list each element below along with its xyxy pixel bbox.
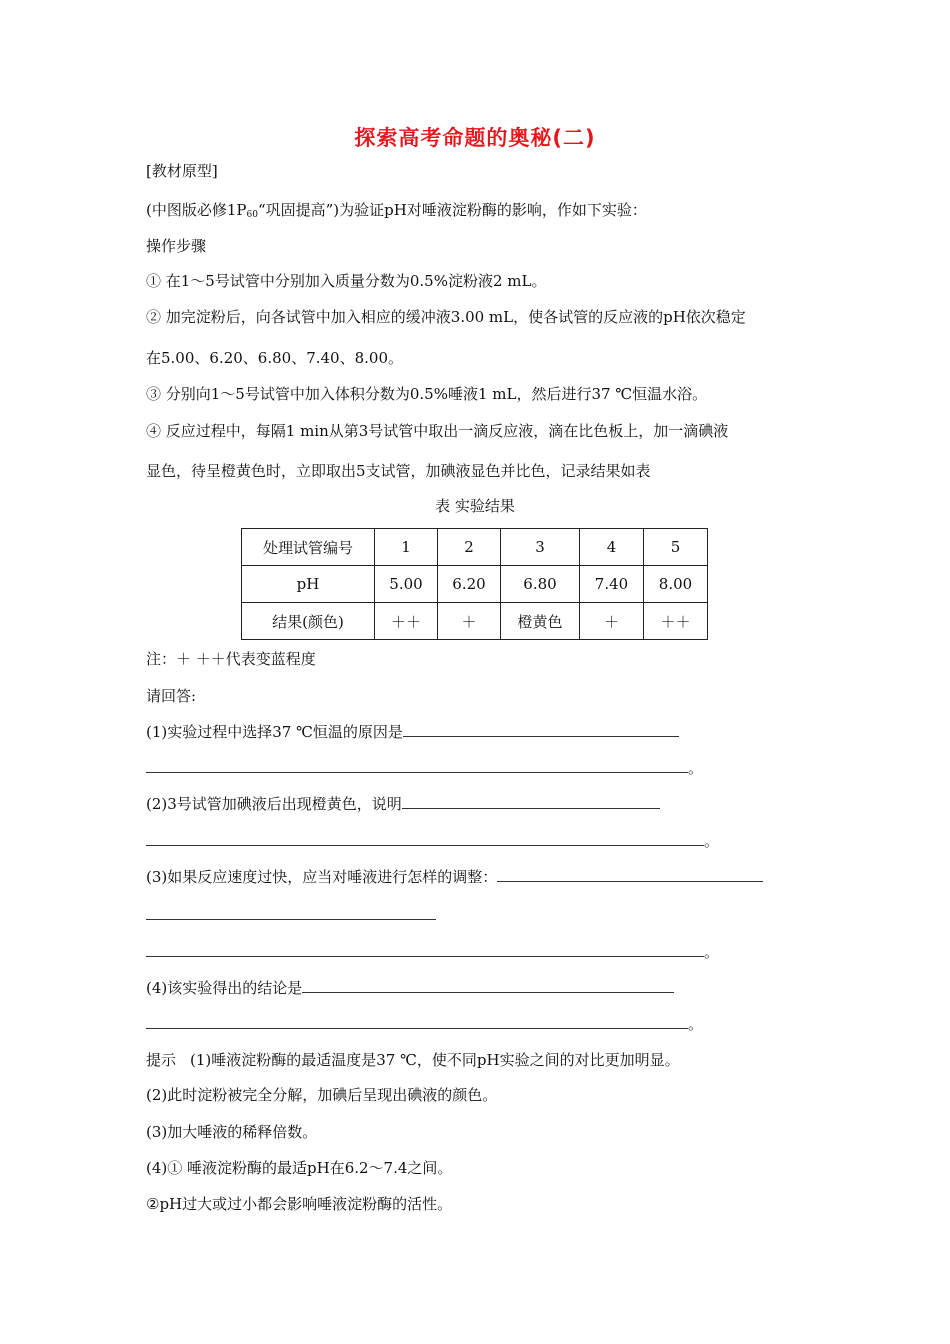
step-2-line-2: 在5.00、6.20、6.80、7.40、8.00。 — [146, 349, 403, 367]
question-1-continuation — [146, 757, 703, 779]
answer-blank[interactable] — [497, 867, 763, 882]
table-cell: 7.40 — [580, 566, 644, 603]
question-2 — [146, 793, 660, 815]
hint-label: 提示 — [146, 1051, 177, 1069]
answer-blank[interactable] — [403, 722, 679, 737]
table-cell: ＋ — [438, 603, 501, 640]
table-note: 注：＋ ＋＋代表变蓝程度 — [146, 650, 316, 668]
table-cell: 8.00 — [644, 566, 708, 603]
table-cell: 结果(颜色) — [242, 603, 375, 640]
hint-5: ②pH过大或过小都会影响唾液淀粉酶的活性。 — [146, 1195, 453, 1213]
table-cell: 4 — [580, 529, 644, 566]
answer-prompt: 请回答: — [146, 687, 197, 705]
source-suffix: “巩固提高”)为验证pH对唾液淀粉酶的影响，作如下实验： — [257, 201, 647, 219]
step-1: ① 在1～5号试管中分别加入质量分数为0.5%淀粉液2 mL。 — [146, 272, 547, 290]
table-cell: pH — [242, 566, 375, 603]
table-cell: 2 — [438, 529, 501, 566]
question-4-text: (4)该实验得出的结论是 — [146, 979, 303, 997]
page-title: 探索高考命题的奥秘(二) — [354, 126, 596, 150]
period: 。 — [704, 832, 720, 850]
step-2-line-1: ② 加完淀粉后，向各试管中加入相应的缓冲液3.00 mL，使各试管的反应液的pH依次稳定 — [146, 308, 746, 326]
hint-4: (4)① 唾液淀粉酶的最适pH在6.2～7.4之间。 — [146, 1159, 453, 1177]
table-row — [242, 603, 708, 640]
table-cell: 6.20 — [438, 566, 501, 603]
steps-heading: 操作步骤 — [146, 237, 207, 255]
period: 。 — [688, 759, 704, 777]
answer-blank[interactable] — [146, 831, 704, 846]
hint-3: (3)加大唾液的稀释倍数。 — [146, 1123, 318, 1141]
table-cell: 1 — [375, 529, 438, 566]
question-3 — [146, 866, 763, 888]
answer-blank[interactable] — [302, 978, 674, 993]
table-cell: ＋ — [580, 603, 644, 640]
section-label: [教材原型] — [146, 162, 218, 180]
step-4-line-1: ④ 反应过程中，每隔1 min从第3号试管中取出一滴反应液，滴在比色板上，加一滴碘液 — [146, 422, 729, 440]
hint-1-text: (1)唾液淀粉酶的最适温度是37 ℃，使不同pH实验之间的对比更加明显。 — [190, 1051, 680, 1069]
answer-blank[interactable] — [146, 905, 436, 920]
source-prefix: (中图版必修1P — [146, 201, 247, 219]
table-cell: ＋＋ — [375, 603, 438, 640]
period: 。 — [704, 943, 720, 961]
table-cell: ＋＋ — [644, 603, 708, 640]
table-cell: 处理试管编号 — [242, 529, 375, 566]
answer-blank[interactable] — [402, 794, 660, 809]
source-page-subscript: 60 — [246, 210, 258, 220]
table-row — [242, 529, 708, 566]
step-3: ③ 分别向1～5号试管中加入体积分数为0.5%唾液1 mL，然后进行37 ℃恒温水浴。 — [146, 385, 708, 403]
question-1-text: (1)实验过程中选择37 ℃恒温的原因是 — [146, 723, 403, 741]
question-1 — [146, 721, 679, 743]
table-cell: 5 — [644, 529, 708, 566]
question-3-text: (3)如果反应速度过快，应当对唾液进行怎样的调整： — [146, 868, 498, 886]
question-4 — [146, 977, 674, 999]
table-cell: 橙黄色 — [501, 603, 580, 640]
answer-blank[interactable] — [146, 1014, 688, 1029]
answer-blank[interactable] — [146, 758, 688, 773]
source-line — [146, 199, 647, 226]
question-4-continuation — [146, 1013, 703, 1035]
table-cell: 6.80 — [501, 566, 580, 603]
question-2-continuation — [146, 830, 719, 852]
table-cell: 3 — [501, 529, 580, 566]
question-2-text: (2)3号试管加碘液后出现橙黄色，说明 — [146, 795, 402, 813]
period: 。 — [688, 1015, 704, 1033]
table-caption: 表 实验结果 — [435, 497, 515, 515]
question-3-continuation-1 — [146, 904, 436, 926]
question-3-continuation-2 — [146, 941, 719, 963]
hint-2: (2)此时淀粉被完全分解，加碘后呈现出碘液的颜色。 — [146, 1086, 498, 1104]
hint-1 — [146, 1049, 680, 1071]
table-row — [242, 566, 708, 603]
answer-blank[interactable] — [146, 942, 704, 957]
step-4-line-2: 显色，待呈橙黄色时，立即取出5支试管，加碘液显色并比色，记录结果如表 — [146, 462, 651, 480]
results-table — [241, 528, 708, 640]
table-cell: 5.00 — [375, 566, 438, 603]
